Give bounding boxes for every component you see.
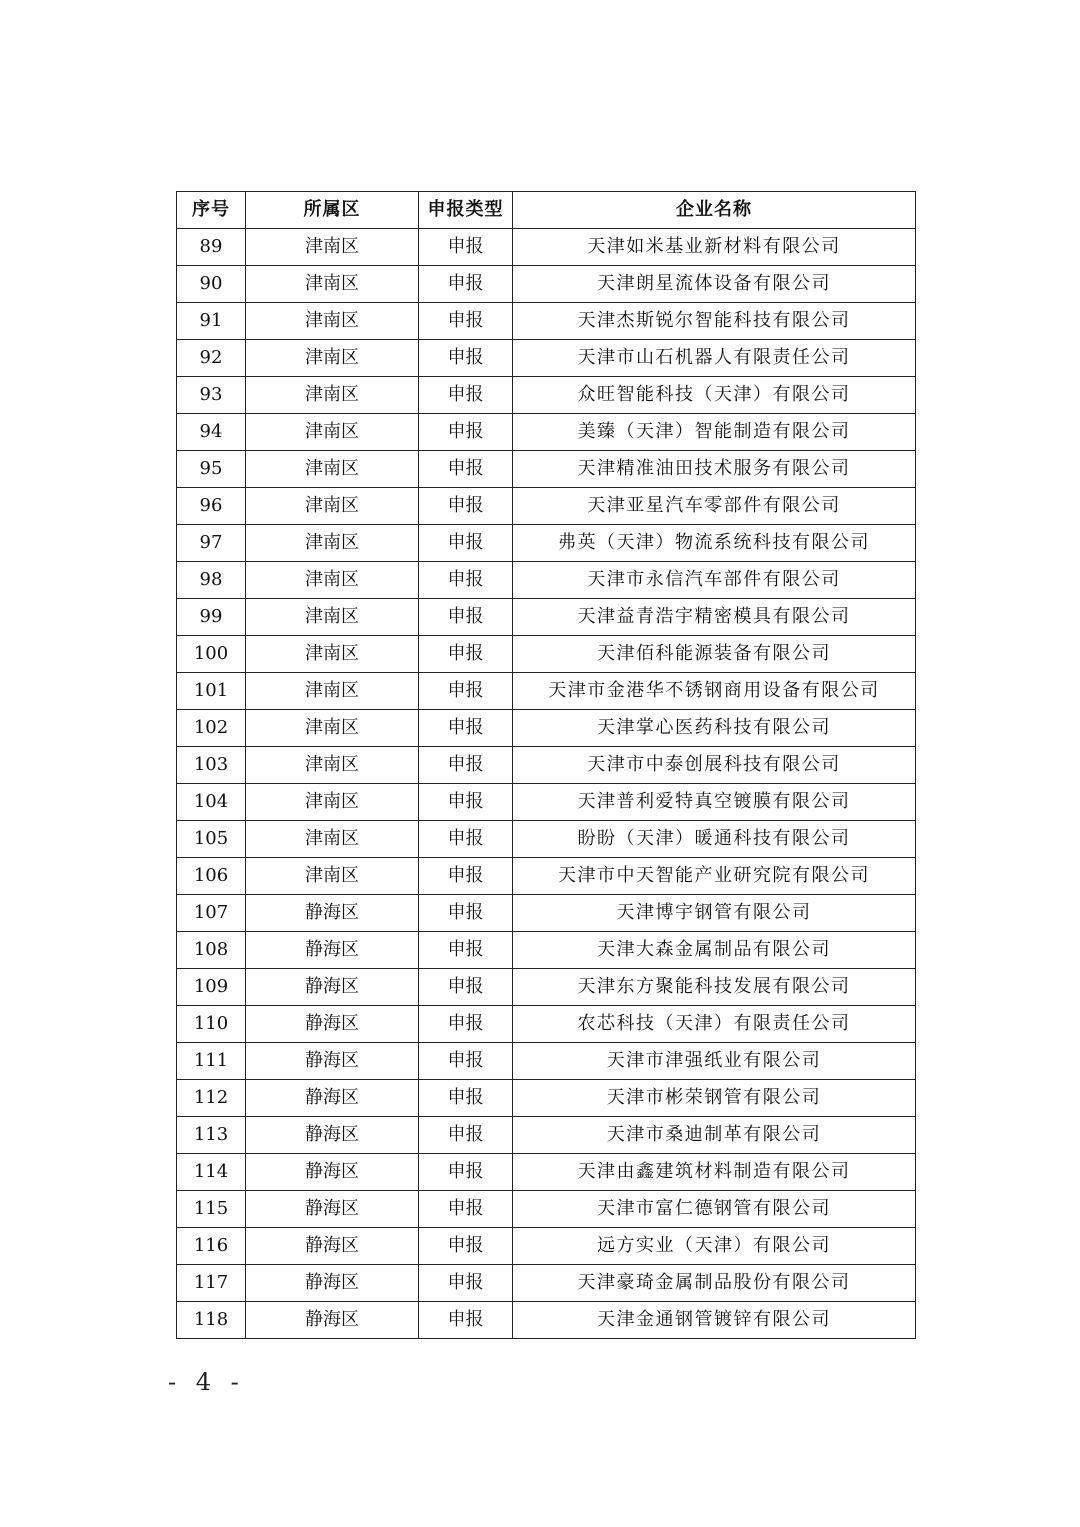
cell-serial-number: 104 bbox=[177, 784, 246, 821]
table-row bbox=[177, 1302, 916, 1339]
cell-serial-number: 113 bbox=[177, 1117, 246, 1154]
cell-district: 静海区 bbox=[246, 1117, 419, 1154]
cell-district: 静海区 bbox=[246, 1191, 419, 1228]
header-district: 所属区 bbox=[246, 192, 419, 229]
cell-company-name: 天津市津强纸业有限公司 bbox=[513, 1043, 916, 1080]
table-row bbox=[177, 932, 916, 969]
cell-application-type: 申报 bbox=[419, 1080, 513, 1117]
cell-company-name: 天津市山石机器人有限责任公司 bbox=[513, 340, 916, 377]
cell-serial-number: 98 bbox=[177, 562, 246, 599]
table-row bbox=[177, 340, 916, 377]
cell-serial-number: 110 bbox=[177, 1006, 246, 1043]
cell-district: 静海区 bbox=[246, 895, 419, 932]
cell-district: 静海区 bbox=[246, 1154, 419, 1191]
cell-application-type: 申报 bbox=[419, 303, 513, 340]
cell-company-name: 天津佰科能源装备有限公司 bbox=[513, 636, 916, 673]
cell-company-name: 天津博宇钢管有限公司 bbox=[513, 895, 916, 932]
cell-application-type: 申报 bbox=[419, 673, 513, 710]
cell-district: 静海区 bbox=[246, 969, 419, 1006]
page-number: - 4 - bbox=[168, 1368, 245, 1396]
cell-company-name: 天津金通钢管镀锌有限公司 bbox=[513, 1302, 916, 1339]
table-row bbox=[177, 1043, 916, 1080]
cell-district: 津南区 bbox=[246, 340, 419, 377]
cell-company-name: 天津市中天智能产业研究院有限公司 bbox=[513, 858, 916, 895]
cell-district: 津南区 bbox=[246, 562, 419, 599]
cell-serial-number: 118 bbox=[177, 1302, 246, 1339]
table-row bbox=[177, 1006, 916, 1043]
table-row bbox=[177, 1265, 916, 1302]
cell-company-name: 天津亚星汽车零部件有限公司 bbox=[513, 488, 916, 525]
cell-serial-number: 97 bbox=[177, 525, 246, 562]
table-row bbox=[177, 451, 916, 488]
cell-company-name: 天津朗星流体设备有限公司 bbox=[513, 266, 916, 303]
cell-company-name: 天津由鑫建筑材料制造有限公司 bbox=[513, 1154, 916, 1191]
cell-company-name: 美臻（天津）智能制造有限公司 bbox=[513, 414, 916, 451]
cell-district: 津南区 bbox=[246, 784, 419, 821]
table-row bbox=[177, 1080, 916, 1117]
table-row bbox=[177, 414, 916, 451]
cell-application-type: 申报 bbox=[419, 525, 513, 562]
cell-district: 静海区 bbox=[246, 1228, 419, 1265]
table-row bbox=[177, 858, 916, 895]
cell-district: 静海区 bbox=[246, 1265, 419, 1302]
cell-serial-number: 116 bbox=[177, 1228, 246, 1265]
table-row bbox=[177, 1191, 916, 1228]
cell-application-type: 申报 bbox=[419, 784, 513, 821]
table-row bbox=[177, 562, 916, 599]
cell-company-name: 天津如米基业新材料有限公司 bbox=[513, 229, 916, 266]
cell-company-name: 天津市金港华不锈钢商用设备有限公司 bbox=[513, 673, 916, 710]
cell-application-type: 申报 bbox=[419, 821, 513, 858]
cell-serial-number: 108 bbox=[177, 932, 246, 969]
cell-application-type: 申报 bbox=[419, 266, 513, 303]
cell-company-name: 远方实业（天津）有限公司 bbox=[513, 1228, 916, 1265]
cell-district: 津南区 bbox=[246, 488, 419, 525]
cell-serial-number: 100 bbox=[177, 636, 246, 673]
cell-district: 津南区 bbox=[246, 673, 419, 710]
cell-application-type: 申报 bbox=[419, 1191, 513, 1228]
cell-application-type: 申报 bbox=[419, 562, 513, 599]
cell-serial-number: 114 bbox=[177, 1154, 246, 1191]
cell-company-name: 天津掌心医药科技有限公司 bbox=[513, 710, 916, 747]
cell-serial-number: 90 bbox=[177, 266, 246, 303]
table-row bbox=[177, 969, 916, 1006]
cell-serial-number: 96 bbox=[177, 488, 246, 525]
cell-company-name: 天津市桑迪制革有限公司 bbox=[513, 1117, 916, 1154]
cell-serial-number: 95 bbox=[177, 451, 246, 488]
cell-serial-number: 109 bbox=[177, 969, 246, 1006]
cell-district: 津南区 bbox=[246, 858, 419, 895]
cell-serial-number: 89 bbox=[177, 229, 246, 266]
cell-district: 津南区 bbox=[246, 377, 419, 414]
table-row bbox=[177, 895, 916, 932]
cell-district: 津南区 bbox=[246, 821, 419, 858]
cell-serial-number: 94 bbox=[177, 414, 246, 451]
table-row bbox=[177, 747, 916, 784]
cell-company-name: 天津市中泰创展科技有限公司 bbox=[513, 747, 916, 784]
cell-company-name: 天津市富仁德钢管有限公司 bbox=[513, 1191, 916, 1228]
cell-application-type: 申报 bbox=[419, 747, 513, 784]
cell-application-type: 申报 bbox=[419, 1302, 513, 1339]
cell-serial-number: 99 bbox=[177, 599, 246, 636]
cell-company-name: 天津杰斯锐尔智能科技有限公司 bbox=[513, 303, 916, 340]
cell-company-name: 天津豪琦金属制品股份有限公司 bbox=[513, 1265, 916, 1302]
cell-company-name: 天津益青浩宇精密模具有限公司 bbox=[513, 599, 916, 636]
cell-district: 静海区 bbox=[246, 1006, 419, 1043]
cell-district: 津南区 bbox=[246, 525, 419, 562]
cell-application-type: 申报 bbox=[419, 414, 513, 451]
cell-company-name: 天津东方聚能科技发展有限公司 bbox=[513, 969, 916, 1006]
cell-company-name: 天津市永信汽车部件有限公司 bbox=[513, 562, 916, 599]
cell-district: 津南区 bbox=[246, 229, 419, 266]
table-row bbox=[177, 229, 916, 266]
table-row bbox=[177, 710, 916, 747]
cell-application-type: 申报 bbox=[419, 969, 513, 1006]
cell-serial-number: 115 bbox=[177, 1191, 246, 1228]
cell-application-type: 申报 bbox=[419, 636, 513, 673]
table-row bbox=[177, 784, 916, 821]
cell-district: 津南区 bbox=[246, 710, 419, 747]
cell-serial-number: 112 bbox=[177, 1080, 246, 1117]
cell-district: 津南区 bbox=[246, 414, 419, 451]
cell-serial-number: 91 bbox=[177, 303, 246, 340]
table-row bbox=[177, 525, 916, 562]
cell-serial-number: 106 bbox=[177, 858, 246, 895]
cell-district: 津南区 bbox=[246, 266, 419, 303]
cell-company-name: 弗英（天津）物流系统科技有限公司 bbox=[513, 525, 916, 562]
cell-serial-number: 111 bbox=[177, 1043, 246, 1080]
cell-application-type: 申报 bbox=[419, 1117, 513, 1154]
cell-district: 津南区 bbox=[246, 636, 419, 673]
table-row bbox=[177, 1228, 916, 1265]
cell-application-type: 申报 bbox=[419, 710, 513, 747]
table-row bbox=[177, 1117, 916, 1154]
cell-district: 静海区 bbox=[246, 1302, 419, 1339]
cell-application-type: 申报 bbox=[419, 1265, 513, 1302]
cell-application-type: 申报 bbox=[419, 229, 513, 266]
cell-district: 津南区 bbox=[246, 599, 419, 636]
cell-district: 津南区 bbox=[246, 451, 419, 488]
header-company-name: 企业名称 bbox=[513, 192, 916, 229]
cell-serial-number: 93 bbox=[177, 377, 246, 414]
table-row bbox=[177, 821, 916, 858]
enterprise-table bbox=[176, 191, 916, 1339]
table-row bbox=[177, 599, 916, 636]
cell-company-name: 农芯科技（天津）有限责任公司 bbox=[513, 1006, 916, 1043]
cell-company-name: 盼盼（天津）暖通科技有限公司 bbox=[513, 821, 916, 858]
cell-serial-number: 101 bbox=[177, 673, 246, 710]
cell-application-type: 申报 bbox=[419, 1228, 513, 1265]
cell-district: 津南区 bbox=[246, 303, 419, 340]
table-row bbox=[177, 266, 916, 303]
cell-company-name: 天津大森金属制品有限公司 bbox=[513, 932, 916, 969]
header-application-type: 申报类型 bbox=[419, 192, 513, 229]
cell-company-name: 天津市彬荣钢管有限公司 bbox=[513, 1080, 916, 1117]
cell-serial-number: 107 bbox=[177, 895, 246, 932]
header-serial-number: 序号 bbox=[177, 192, 246, 229]
cell-serial-number: 102 bbox=[177, 710, 246, 747]
table-row bbox=[177, 673, 916, 710]
cell-district: 静海区 bbox=[246, 1043, 419, 1080]
cell-company-name: 天津精准油田技术服务有限公司 bbox=[513, 451, 916, 488]
cell-application-type: 申报 bbox=[419, 377, 513, 414]
cell-serial-number: 103 bbox=[177, 747, 246, 784]
cell-application-type: 申报 bbox=[419, 1006, 513, 1043]
table-row bbox=[177, 377, 916, 414]
cell-application-type: 申报 bbox=[419, 451, 513, 488]
cell-company-name: 天津普利爱特真空镀膜有限公司 bbox=[513, 784, 916, 821]
cell-serial-number: 105 bbox=[177, 821, 246, 858]
cell-application-type: 申报 bbox=[419, 1154, 513, 1191]
table-row bbox=[177, 488, 916, 525]
cell-application-type: 申报 bbox=[419, 599, 513, 636]
cell-company-name: 众旺智能科技（天津）有限公司 bbox=[513, 377, 916, 414]
table-row bbox=[177, 636, 916, 673]
cell-serial-number: 92 bbox=[177, 340, 246, 377]
cell-district: 津南区 bbox=[246, 747, 419, 784]
cell-application-type: 申报 bbox=[419, 932, 513, 969]
table-header-row bbox=[177, 192, 916, 229]
table-row bbox=[177, 303, 916, 340]
cell-application-type: 申报 bbox=[419, 1043, 513, 1080]
cell-district: 静海区 bbox=[246, 932, 419, 969]
cell-application-type: 申报 bbox=[419, 858, 513, 895]
cell-application-type: 申报 bbox=[419, 340, 513, 377]
table-body bbox=[177, 229, 916, 1339]
cell-district: 静海区 bbox=[246, 1080, 419, 1117]
cell-application-type: 申报 bbox=[419, 895, 513, 932]
cell-serial-number: 117 bbox=[177, 1265, 246, 1302]
table-row bbox=[177, 1154, 916, 1191]
cell-application-type: 申报 bbox=[419, 488, 513, 525]
